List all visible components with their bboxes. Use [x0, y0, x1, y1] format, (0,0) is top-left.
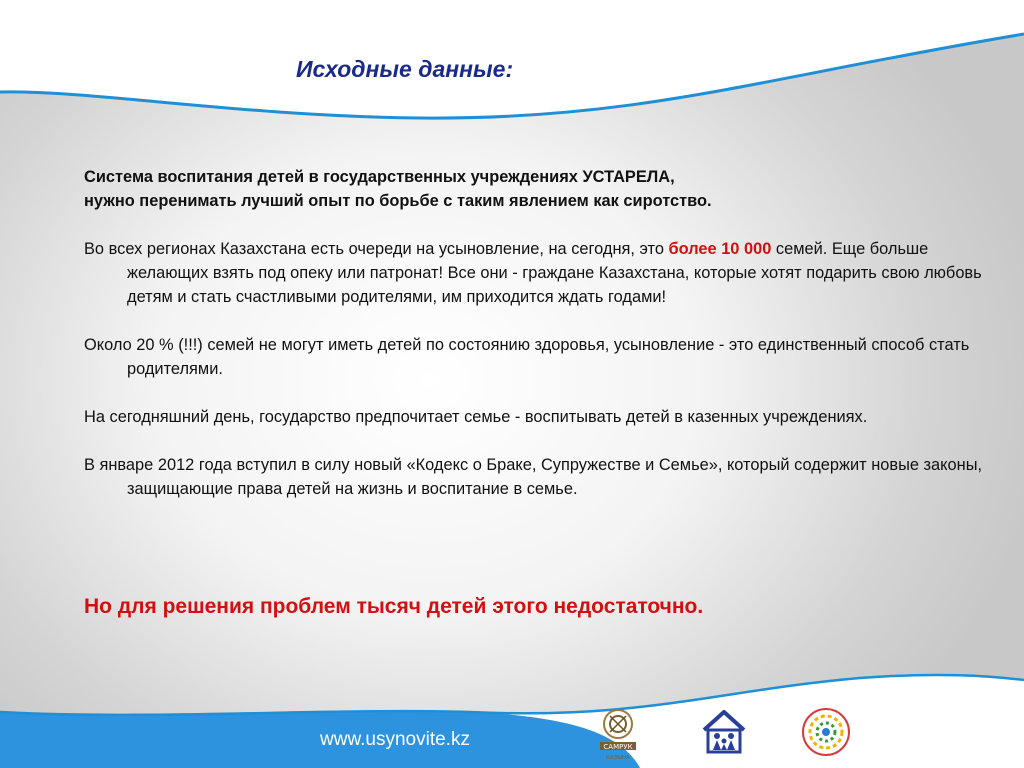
kazyna-word: КАЗЫНА	[606, 755, 630, 761]
samruk-kazyna-logo	[596, 704, 640, 764]
highlight-count: более 10 000	[668, 240, 772, 258]
lead-statement	[84, 165, 989, 213]
paragraph-code: В январе 2012 года вступил в силу новый «Кодекс о Браке, Супружестве и Семье», который содержит новые законы, защищающие права детей на жизнь и воспитание в семье.	[84, 456, 983, 498]
children-circle-logo	[800, 706, 852, 758]
slide-title: Исходные данные:	[296, 56, 514, 82]
paragraph-queues	[84, 237, 989, 309]
paragraph-queues-end: семей. Еще больше желающих взять под опеку или патронат! Все они - граждане Казахстана, которые хотят подарить свою любовь детям и стать счастливыми родителями, им приходится ждать годами!	[127, 240, 982, 306]
lead-line-1: Система воспитания детей в государственных учреждениях УСТАРЕЛА,	[84, 168, 675, 186]
lead-line-2: нужно перенимать лучший опыт по борьбе с таким явлением как сиротство.	[84, 192, 712, 210]
website-link[interactable]: www.usynovite.kz	[320, 729, 470, 750]
house-family-logo	[700, 708, 748, 754]
paragraph-health: Около 20 % (!!!) семей не могут иметь детей по состоянию здоровья, усыновление - это единственный способ стать родителями.	[84, 336, 970, 378]
paragraph-queues-start: Во всех регионах Казахстана есть очереди на усыновление, на сегодня, это	[84, 240, 669, 258]
conclusion-statement: Но для решения проблем тысяч детей этого недостаточно.	[84, 595, 704, 618]
slide-body	[84, 165, 989, 525]
samruk-word: САМРУК	[603, 743, 633, 751]
paragraph-state: На сегодняшний день, государство предпочитает семье - воспитывать детей в казенных учреждениях.	[84, 408, 868, 426]
